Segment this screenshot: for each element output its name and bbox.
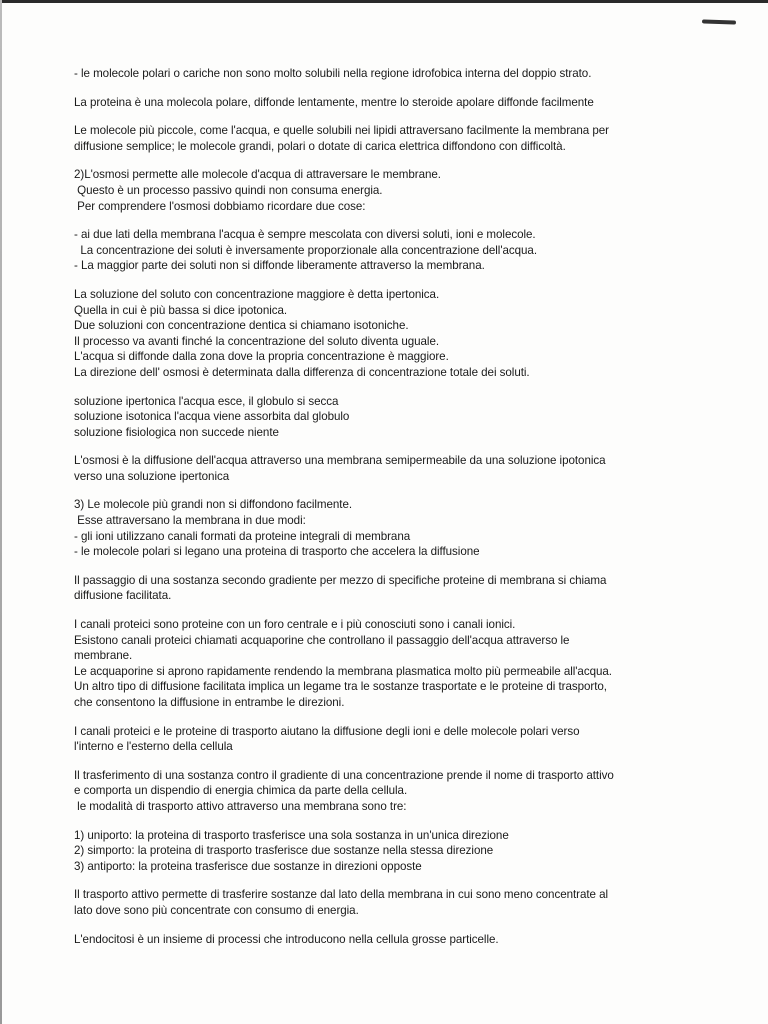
text-line: Le molecole più piccole, come l'acqua, e quelle solubili nei lipidi attraversano facilmente la membrana per	[74, 124, 609, 138]
text-line: La direzione dell' osmosi è determinata dalla differenza di concentrazione totale dei soluti.	[74, 365, 530, 379]
text-line: Per comprendere l'osmosi dobbiamo ricordare due cose:	[74, 199, 366, 213]
text-line: Il trasferimento di una sostanza contro il gradiente di una concentrazione prende il nome di trasporto attivo	[74, 768, 614, 782]
document-page	[74, 66, 744, 947]
text-line: soluzione ipertonica l'acqua esce, il globulo si secca	[74, 394, 339, 408]
scan-edge-top	[0, 0, 768, 3]
text-line: l'interno e l'esterno della cellula	[74, 740, 233, 754]
paragraph-gap	[74, 274, 744, 287]
text-line: L'endocitosi è un insieme di processi che introducono nella cellula grosse particelle.	[74, 932, 499, 946]
paragraph-gap	[74, 711, 744, 724]
text-line: - La maggior parte dei soluti non si diffonde liberamente attraverso la membrana.	[74, 259, 485, 273]
text-line: Il passaggio di una sostanza secondo gradiente per mezzo di specifiche proteine di membrana si chiama	[74, 573, 607, 587]
paragraph-gap	[74, 604, 744, 617]
paragraph-gap	[74, 381, 744, 394]
text-line: le modalità di trasporto attivo attraverso una membrana sono tre:	[74, 799, 407, 813]
text-line: 2)L'osmosi permette alle molecole d'acqua di attraversare le membrane.	[74, 168, 441, 182]
text-line: lato dove sono più concentrate con consumo di energia.	[74, 903, 359, 917]
text-line: Esistono canali proteici chiamati acquaporine che controllano il passaggio dell'acqua attraverso le	[74, 633, 570, 647]
text-line: L'osmosi è la diffusione dell'acqua attraverso una membrana semipermeabile da una soluzione ipotonica	[74, 454, 606, 468]
paragraph-gap	[74, 154, 744, 167]
paragraph-gap	[74, 110, 744, 123]
text-line: Esse attraversano la membrana in due modi:	[74, 514, 306, 528]
text-line: Questo è un processo passivo quindi non consuma energia.	[74, 183, 383, 197]
text-line: I canali proteici e le proteine di trasporto aiutano la diffusione degli ioni e delle molecole polari verso	[74, 724, 580, 738]
text-line: - gli ioni utilizzano canali formati da proteine integrali di membrana	[74, 529, 411, 543]
text-line: e comporta un dispendio di energia chimica da parte della cellula.	[74, 784, 408, 798]
text-line: diffusione facilitata.	[74, 589, 172, 603]
text-line: membrane.	[74, 649, 133, 663]
paragraph-gap	[74, 755, 744, 768]
paragraph-gap	[74, 484, 744, 497]
text-line: Le acquaporine si aprono rapidamente rendendo la membrana plasmatica molto più permeabile all'acqua.	[74, 664, 612, 678]
text-line: Quella in cui è più bassa si dice ipotonica.	[74, 303, 288, 317]
text-line: Un altro tipo di diffusione facilitata implica un legame tra le sostanze trasportate e le proteine di trasporto,	[74, 680, 607, 694]
corner-pen-mark	[702, 19, 736, 24]
paragraph-gap	[74, 815, 744, 828]
text-line: L'acqua si diffonde dalla zona dove la propria concentrazione è maggiore.	[74, 350, 449, 364]
text-line: soluzione fisiologica non succede niente	[74, 425, 279, 439]
text-line: soluzione isotonica l'acqua viene assorbita dal globulo	[74, 410, 350, 424]
scan-edge-left	[0, 0, 2, 1024]
text-line: diffusione semplice; le molecole grandi, polari o dotate di carica elettrica diffondono con difficoltà.	[74, 139, 566, 153]
text-line: 3) antiporto: la proteina trasferisce due sostanze in direzioni opposte	[74, 859, 422, 873]
text-line: La proteina è una molecola polare, diffonde lentamente, mentre lo steroide apolare diffonde facilmente	[74, 95, 594, 109]
text-line: 2) simporto: la proteina di trasporto trasferisce due sostanze nella stessa direzione	[74, 844, 494, 858]
text-line: verso una soluzione ipertonica	[74, 469, 230, 483]
text-line: - le molecole polari o cariche non sono molto solubili nella regione idrofobica interna del doppio strato.	[74, 67, 592, 80]
text-line: I canali proteici sono proteine con un foro centrale e i più conosciuti sono i canali ionici.	[74, 618, 516, 632]
text-line: Due soluzioni con concentrazione dentica si chiamano isotoniche.	[74, 319, 409, 333]
text-line: Il processo va avanti finché la concentrazione del soluto diventa uguale.	[74, 334, 440, 348]
paragraph-gap	[74, 214, 744, 227]
text-line: - le molecole polari si legano una proteina di trasporto che accelera la diffusione	[74, 545, 480, 559]
text-line: che consentono la diffusione in entrambe le direzioni.	[74, 696, 345, 709]
text-line: Il trasporto attivo permette di trasferire sostanze dal lato della membrana in cui sono meno concentrate al	[74, 888, 609, 902]
text-line: La soluzione del soluto con concentrazione maggiore è detta ipertonica.	[74, 287, 440, 301]
paragraph-gap	[74, 919, 744, 932]
text-line: 1) uniporto: la proteina di trasporto trasferisce una sola sostanza in un'unica direzione	[74, 828, 509, 842]
text-line: - ai due lati della membrana l'acqua è sempre mescolata con diversi soluti, ioni e molecole.	[74, 228, 536, 242]
paragraph-gap	[74, 440, 744, 453]
paragraph-gap	[74, 560, 744, 573]
paragraph-gap	[74, 82, 744, 95]
text-line: La concentrazione dei soluti è inversamente proporzionale alla concentrazione dell'acqua.	[74, 243, 537, 257]
text-line: 3) Le molecole più grandi non si diffondono facilmente.	[74, 498, 353, 512]
paragraph-gap	[74, 874, 744, 887]
